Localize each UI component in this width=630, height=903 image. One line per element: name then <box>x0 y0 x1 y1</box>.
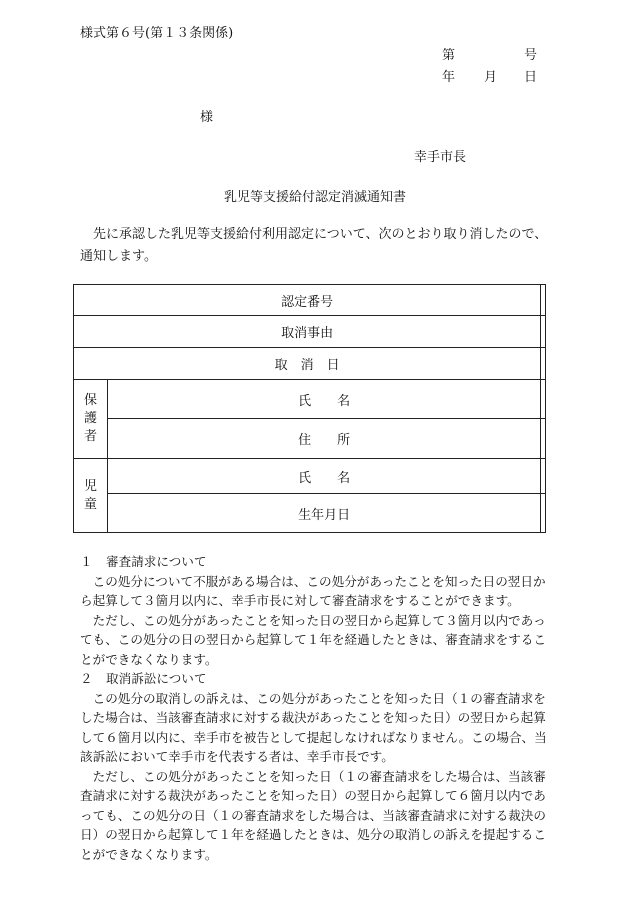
child-group-label <box>74 459 108 533</box>
label-child-name: 氏 名 <box>108 459 541 494</box>
intro-text: 先に承認した乳児等支援給付利用認定について、次のとおり取り消したので、通知します。 <box>80 227 548 264</box>
date-month: 月 <box>484 70 498 85</box>
document-title: 乳児等支援給付認定消滅通知書 <box>223 190 406 205</box>
value-reason[interactable] <box>541 316 546 348</box>
section-2-paragraph-2: ただし、この処分があったことを知った日（１の審査請求をした場合は、当該審査請求に対する裁決があったことを知った日）の翌日から起算して６箇月以内であっても、この処分の日（１の審査請求をした場合は、当該審査請求に対する裁決の日）の翌日から起算して１年を経過したときは、処分の取消しの訴えを提起することができなくなります。 <box>80 768 546 862</box>
section-2-number: ２ <box>80 671 93 686</box>
date-year: 年 <box>442 70 456 85</box>
section-1-paragraph-2: ただし、この処分があったことを知った日の翌日から起算して３箇月以内であっても、この処分の日の翌日から起算して１年を経過したときは、審査請求をすることができなくなります。 <box>80 612 546 667</box>
child-char-2: 童 <box>83 496 97 512</box>
section-2-heading <box>80 669 554 689</box>
number-prefix: 第 <box>442 48 456 63</box>
section-2-paragraph-1: この処分の取消しの訴えは、この処分があったことを知った日（１の審査請求をした場合は、当該審査請求に対する裁決があったことを知った日）の翌日から起算して６箇月以内に、幸手市を被告として提起しなければなりません。この場合、当該訴訟において幸手市を代表する者は、幸手市長です。 <box>80 690 547 764</box>
issuer: 幸手市長 <box>414 150 467 165</box>
label-reason: 取消事由 <box>74 316 541 348</box>
addressee-suffix: 様 <box>200 110 214 125</box>
label-child-dob: 生年月日 <box>108 494 541 533</box>
value-guardian-name[interactable] <box>541 380 546 419</box>
label-cert-no: 認定番号 <box>74 285 541 316</box>
guardian-char-2: 護 <box>83 411 97 426</box>
section-1-number: １ <box>80 554 93 569</box>
section-1-title: 審査請求について <box>106 554 207 569</box>
number-suffix: 号 <box>524 48 538 63</box>
label-guardian-address: 住 所 <box>108 419 541 459</box>
label-cancel-date: 取 消 日 <box>74 348 541 380</box>
section-1-heading <box>80 552 554 572</box>
guardian-group-label <box>74 380 108 459</box>
child-char-1: 児 <box>83 478 97 494</box>
value-cert-no[interactable] <box>541 285 546 316</box>
certificate-table <box>73 284 546 533</box>
guardian-char-3: 者 <box>83 429 97 444</box>
value-child-name[interactable] <box>541 459 546 494</box>
section-1-paragraph-1: この処分について不服がある場合は、この処分があったことを知った日の翌日から起算して３箇月以内に、幸手市長に対して審査請求をすることができます。 <box>80 573 546 608</box>
value-cancel-date[interactable] <box>541 348 546 380</box>
guardian-char-1: 保 <box>83 393 97 408</box>
form-number: 様式第６号(第１３条関係) <box>80 26 234 41</box>
value-guardian-address[interactable] <box>541 419 546 459</box>
section-2-title: 取消訴訟について <box>106 671 207 686</box>
date-day: 日 <box>524 70 538 85</box>
label-guardian-name: 氏 名 <box>108 380 541 419</box>
notes-section <box>80 552 554 864</box>
value-child-dob[interactable] <box>541 494 546 533</box>
